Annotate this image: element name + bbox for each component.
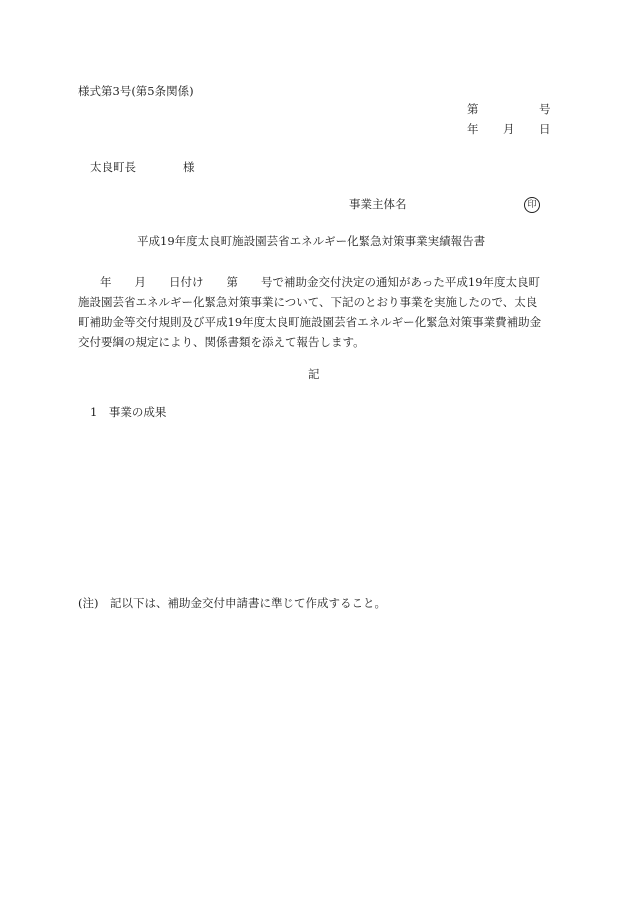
seal-mark: [524, 197, 540, 213]
document-title: 平成19年度太良町施設園芸省エネルギー化緊急対策事業実績報告書: [137, 234, 486, 248]
addressee-honorific: 様: [183, 160, 195, 174]
note: (注) 記以下は、補助金交付申請書に準じて作成すること。: [78, 596, 386, 610]
body-line-3: 町補助金等交付規則及び平成19年度太良町施設園芸省エネルギー化緊急対策事業費補助金: [78, 315, 542, 329]
number-dai: 第: [467, 102, 479, 116]
number-go: 号: [539, 102, 551, 116]
ki-heading: 記: [308, 367, 320, 381]
addressee-name: 太良町長: [90, 160, 136, 174]
body-line-4: 交付要綱の規定により、関係書類を添えて報告します。: [78, 335, 365, 349]
body-line-2: 施設園芸省エネルギー化緊急対策事業について、下記のとおり事業を実施したので、太良: [78, 295, 538, 309]
form-label: 様式第3号(第5条関係): [78, 84, 194, 98]
date-month: 月: [503, 122, 515, 136]
section-1-heading: 1 事業の成果: [90, 405, 167, 419]
body-line-1: 年 月 日付け 第 号で補助金交付決定の通知があった平成19年度太良町: [100, 275, 541, 289]
applicant-label: 事業主体名: [349, 197, 407, 211]
seal-text: 印: [524, 197, 540, 213]
date-day: 日: [539, 122, 551, 136]
body-paragraph: [78, 272, 556, 352]
date-year: 年: [467, 122, 479, 136]
